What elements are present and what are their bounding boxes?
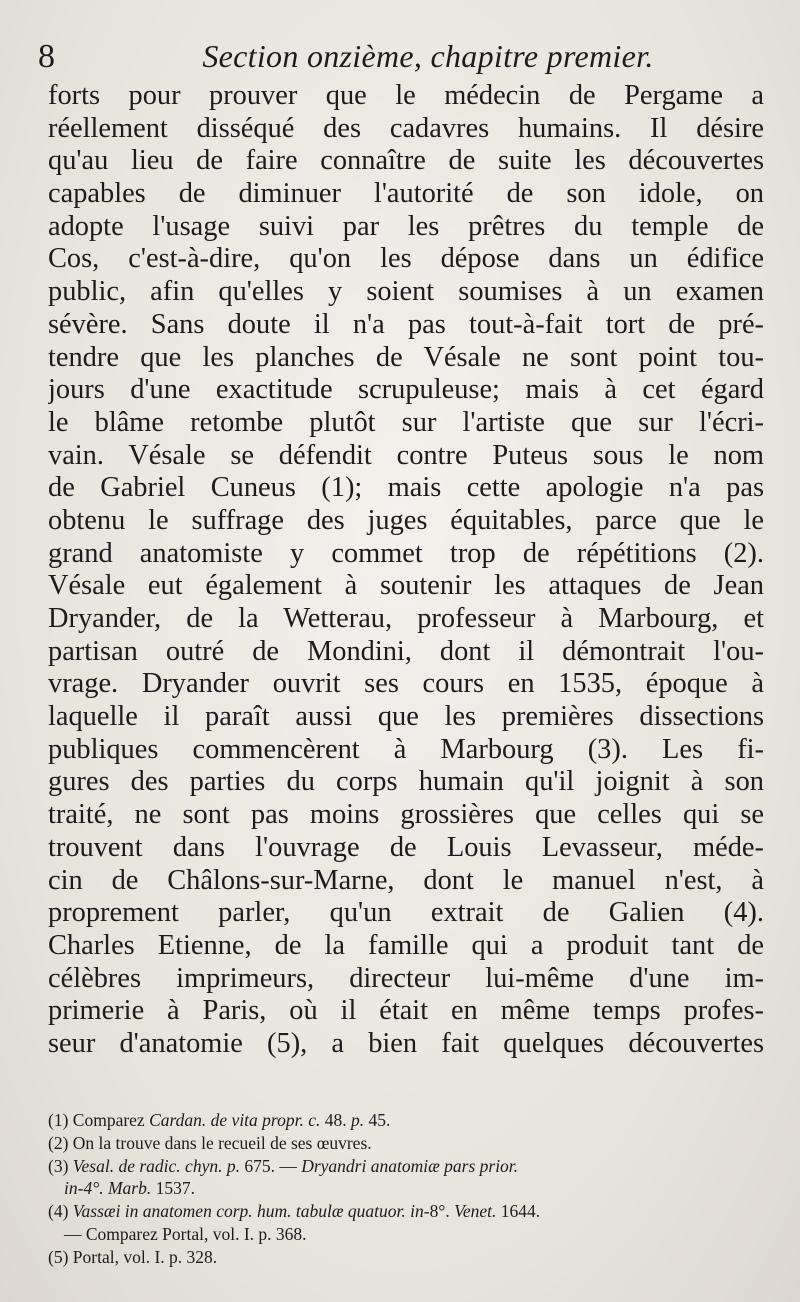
text-line: capables de diminuer l'autorité de son idole, on <box>48 178 764 210</box>
text-line: laquelle il paraît aussi que les premières dissections <box>48 701 764 733</box>
running-title: Section onzième, chapitre premier. <box>202 38 654 74</box>
text-line: traité, ne sont pas moins grossières que celles qui se <box>48 799 764 831</box>
text-line: forts pour prouver que le médecin de Pergame a <box>48 80 764 111</box>
text-line: Dryander, de la Wetterau, professeur à Marbourg, et <box>48 603 764 634</box>
text-line: cin de Châlons-sur-Marne, dont le manuel n'est, à <box>48 864 764 896</box>
footnote-text: Vassæi in anatomen corp. hum. tabulæ quatuor. in- <box>72 1201 430 1222</box>
footnote-text: 48. <box>320 1110 351 1130</box>
footnote <box>48 1200 764 1223</box>
text-line: le blâme retombe plutôt sur l'artiste que sur l'écri- <box>48 406 764 438</box>
text-line: seur d'anatomie (5), a bien fait quelques découvertes <box>48 1027 764 1059</box>
footnote-text: Comparez <box>72 1110 150 1130</box>
text-line: jours d'une exactitude scrupuleuse; mais à cet égard <box>48 374 764 406</box>
footnote-marker: (4) <box>48 1201 73 1222</box>
text-line: célèbres imprimeurs, directeur lui-même d'une im- <box>48 962 764 994</box>
text-line: partisan outré de Mondini, dont il démontrait l'ou- <box>48 635 764 667</box>
footnote-text: Vesal. de radic. chyn. p. <box>72 1155 240 1176</box>
page-header <box>38 38 770 78</box>
text-line: proprement parler, qu'un extrait de Galien (4). <box>48 897 764 929</box>
text-line: primerie à Paris, où il était en même temps profes- <box>48 995 764 1027</box>
text-line: publiques commencèrent à Marbourg (3). Les fi- <box>48 733 764 765</box>
text-line: Charles Etienne, de la famille qui a produit tant de <box>48 929 764 961</box>
footnote-text: 675. — <box>239 1155 302 1176</box>
text-line: réellement disséqué des cadavres humains. Il désire <box>48 112 764 144</box>
footnotes <box>48 1109 764 1269</box>
body-text <box>48 80 764 1061</box>
page-number: 8 <box>38 38 55 75</box>
footnote-text: Cardan. de vita propr. c. <box>149 1110 321 1130</box>
footnote-text: 1644. <box>496 1201 541 1222</box>
footnote-text: in-4°. <box>64 1178 108 1199</box>
text-line: obtenu le suffrage des juges équitables, parce que le <box>48 504 764 536</box>
footnote-marker: (1) <box>48 1110 73 1130</box>
text-line: gures des parties du corps humain qu'il joignit à son <box>48 766 764 798</box>
text-line: qu'au lieu de faire connaître de suite les découvertes <box>48 145 764 177</box>
footnote <box>48 1109 764 1132</box>
footnote-marker: (3) <box>48 1155 73 1176</box>
footnote-text: Portal, vol. I. p. 328. <box>72 1246 218 1267</box>
footnote-text: Venet. <box>454 1201 497 1222</box>
text-line: trouvent dans l'ouvrage de Louis Levasseur, méde- <box>48 831 764 863</box>
footnote <box>48 1246 764 1269</box>
text-line: sévère. Sans doute il n'a pas tout-à-fait tort de pré- <box>48 308 764 340</box>
text-line: grand anatomiste y commet trop de répétitions (2). <box>48 537 764 569</box>
text-line: vain. Vésale se défendit contre Puteus sous le nom <box>48 439 764 471</box>
footnote-marker: (5) <box>48 1246 73 1267</box>
text-line: tendre que les planches de Vésale ne sont point tou- <box>48 341 764 373</box>
text-line: Cos, c'est-à-dire, qu'on les dépose dans un édifice <box>48 243 764 275</box>
text-line: public, afin qu'elles y soient soumises à un examen <box>48 276 764 308</box>
footnote-text: 45. <box>364 1110 391 1130</box>
footnote-continuation <box>48 1177 764 1200</box>
footnote-text: 1537. <box>151 1178 195 1199</box>
footnote <box>48 1132 764 1155</box>
footnote-text: Dryandri anatomiæ pars prior. <box>301 1155 519 1176</box>
footnote-text: p. <box>350 1110 365 1130</box>
text-line: de Gabriel Cuneus (1); mais cette apologie n'a pas <box>48 472 764 504</box>
text-line: vrage. Dryander ouvrit ses cours en 1535, époque à <box>48 668 764 700</box>
footnote-text: On la trouve dans le recueil de ses œuvres. <box>72 1132 372 1153</box>
footnote-marker: (2) <box>48 1132 73 1153</box>
footnote-text: Marb. <box>107 1178 152 1199</box>
text-line: adopte l'usage suivi par les prêtres du temple de <box>48 210 764 242</box>
footnote <box>48 1155 764 1178</box>
footnote-continuation <box>48 1223 764 1246</box>
footnote-text: 8°. <box>429 1201 455 1222</box>
footnote-text: — Comparez Portal, vol. I. p. 368. <box>64 1223 307 1244</box>
text-line: Vésale eut également à soutenir les attaques de Jean <box>48 570 764 602</box>
